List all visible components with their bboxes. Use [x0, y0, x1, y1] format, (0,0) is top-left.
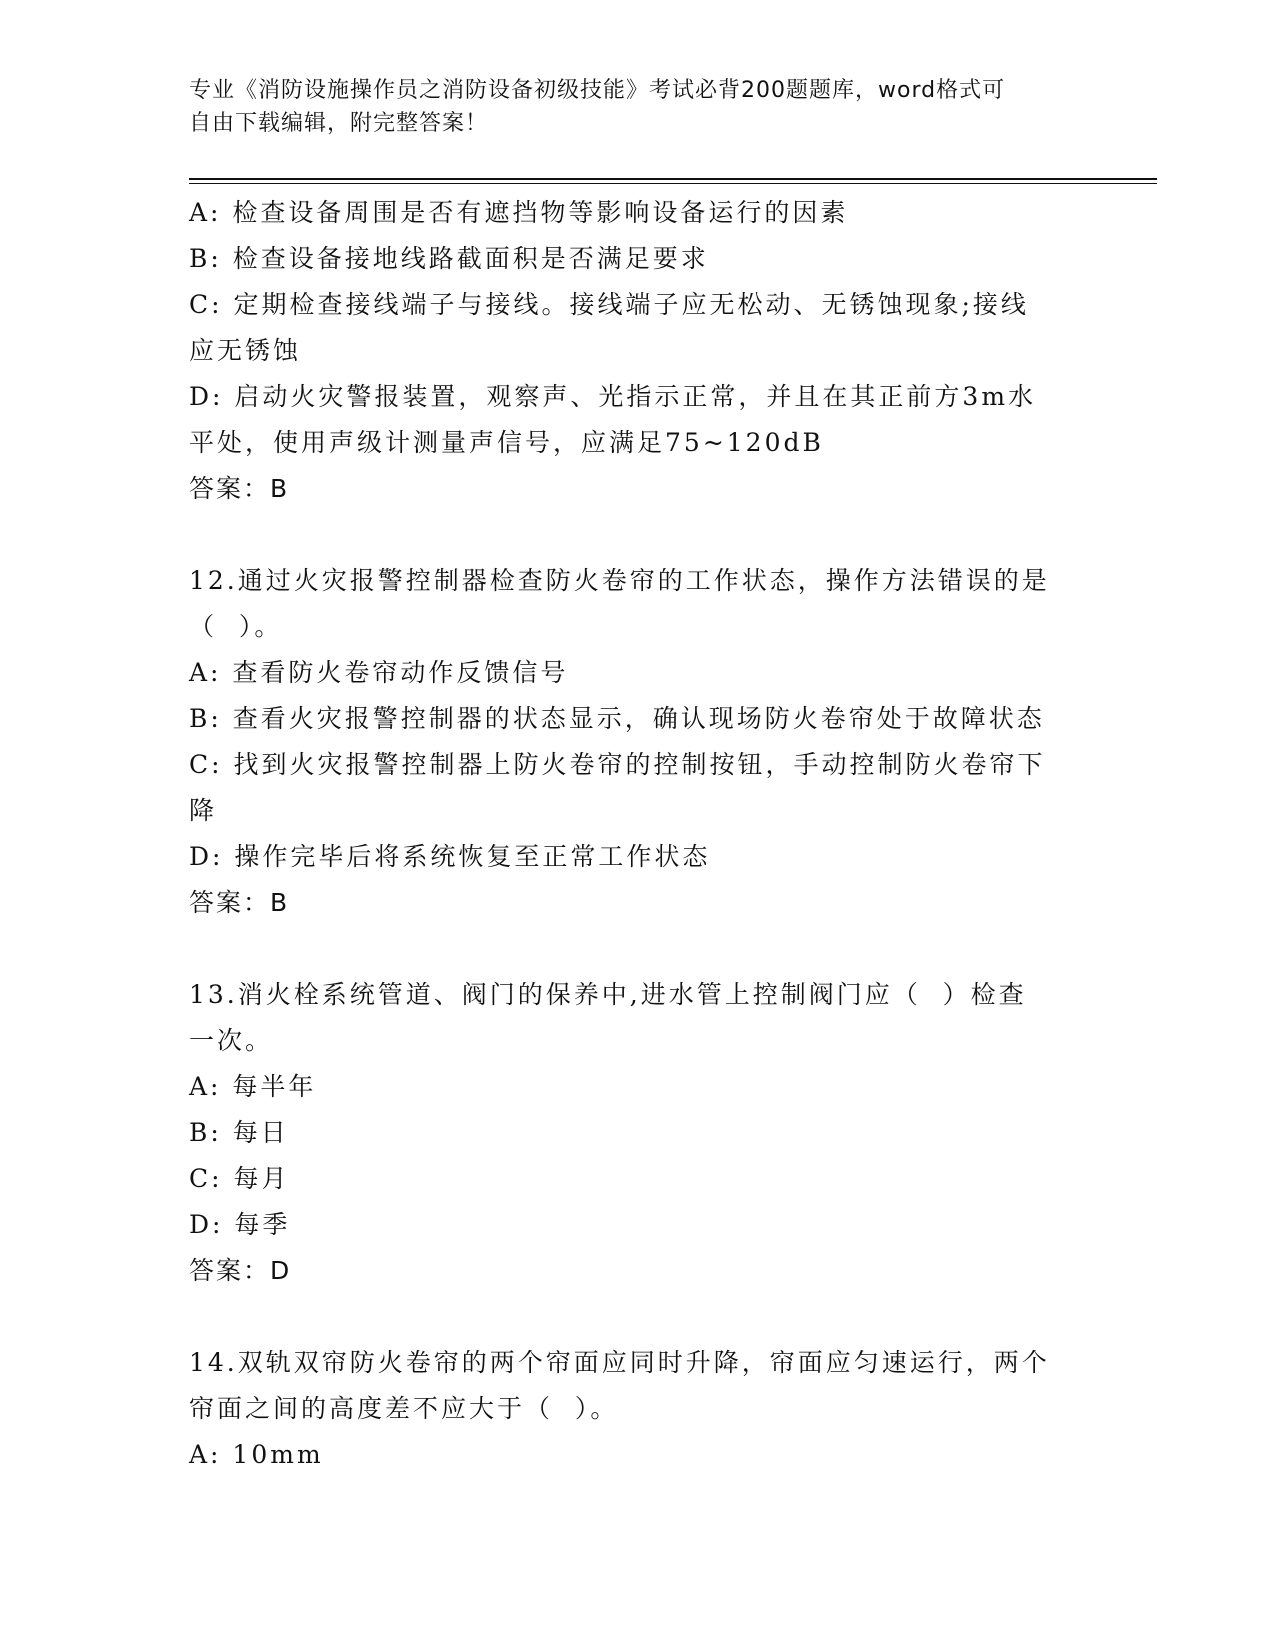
document-body: [189, 190, 1079, 1478]
header-line-2: 自由下载编辑，附完整答案！: [189, 111, 489, 136]
header-line-1: 专业《消防设施操作员之消防设备初级技能》考试必背200题题库，word格式可: [189, 78, 1006, 103]
option-line: B: 查看火灾报警控制器的状态显示，确认现场防火卷帘处于故障状态: [189, 704, 1045, 733]
option-line: D: 启动火灾警报装置，观察声、光指示正常，并且在其正前方3m水: [189, 382, 1037, 411]
question-14: [189, 1340, 1079, 1478]
question-stem: 12.通过火灾报警控制器检查防火卷帘的工作状态，操作方法错误的是: [189, 566, 1050, 595]
option-line: A: 每半年: [189, 1072, 317, 1101]
option-line: D: 每季: [189, 1210, 291, 1239]
option-line: A: 查看防火卷帘动作反馈信号: [189, 658, 569, 687]
answer-line: 答案：B: [189, 888, 290, 917]
answer-line: 答案：D: [189, 1256, 292, 1285]
question-13: [189, 972, 1079, 1294]
option-line: A: 10mm: [189, 1440, 324, 1469]
option-line: B: 检查设备接地线路截面积是否满足要求: [189, 244, 709, 273]
header-divider-thin: [189, 183, 1157, 184]
header-divider-thick: [189, 178, 1157, 180]
option-line: 降: [189, 796, 218, 825]
question-11: [189, 190, 1079, 512]
document-header: [189, 74, 1069, 140]
option-line: 平处，使用声级计测量声信号，应满足75~120dB: [189, 428, 824, 457]
question-stem: 帘面之间的高度差不应大于（ ）。: [189, 1394, 619, 1423]
answer-line: 答案：B: [189, 474, 290, 503]
option-line: C: 找到火灾报警控制器上防火卷帘的控制按钮，手动控制防火卷帘下: [189, 750, 1046, 779]
option-line: C: 定期检查接线端子与接线。接线端子应无松动、无锈蚀现象;接线: [189, 290, 1029, 319]
option-line: C: 每月: [189, 1164, 290, 1193]
question-stem: （ ）。: [189, 612, 283, 641]
option-line: B: 每日: [189, 1118, 289, 1147]
question-stem: 一次。: [189, 1026, 274, 1055]
question-stem: 13.消火栓系统管道、阀门的保养中,进水管上控制阀门应（ ）检查: [189, 980, 1027, 1009]
question-stem: 14.双轨双帘防火卷帘的两个帘面应同时升降，帘面应匀速运行，两个: [189, 1348, 1050, 1377]
question-12: [189, 558, 1079, 926]
option-line: 应无锈蚀: [189, 336, 302, 365]
option-line: D: 操作完毕后将系统恢复至正常工作状态: [189, 842, 711, 871]
option-line: A: 检查设备周围是否有遮挡物等影响设备运行的因素: [189, 198, 849, 227]
